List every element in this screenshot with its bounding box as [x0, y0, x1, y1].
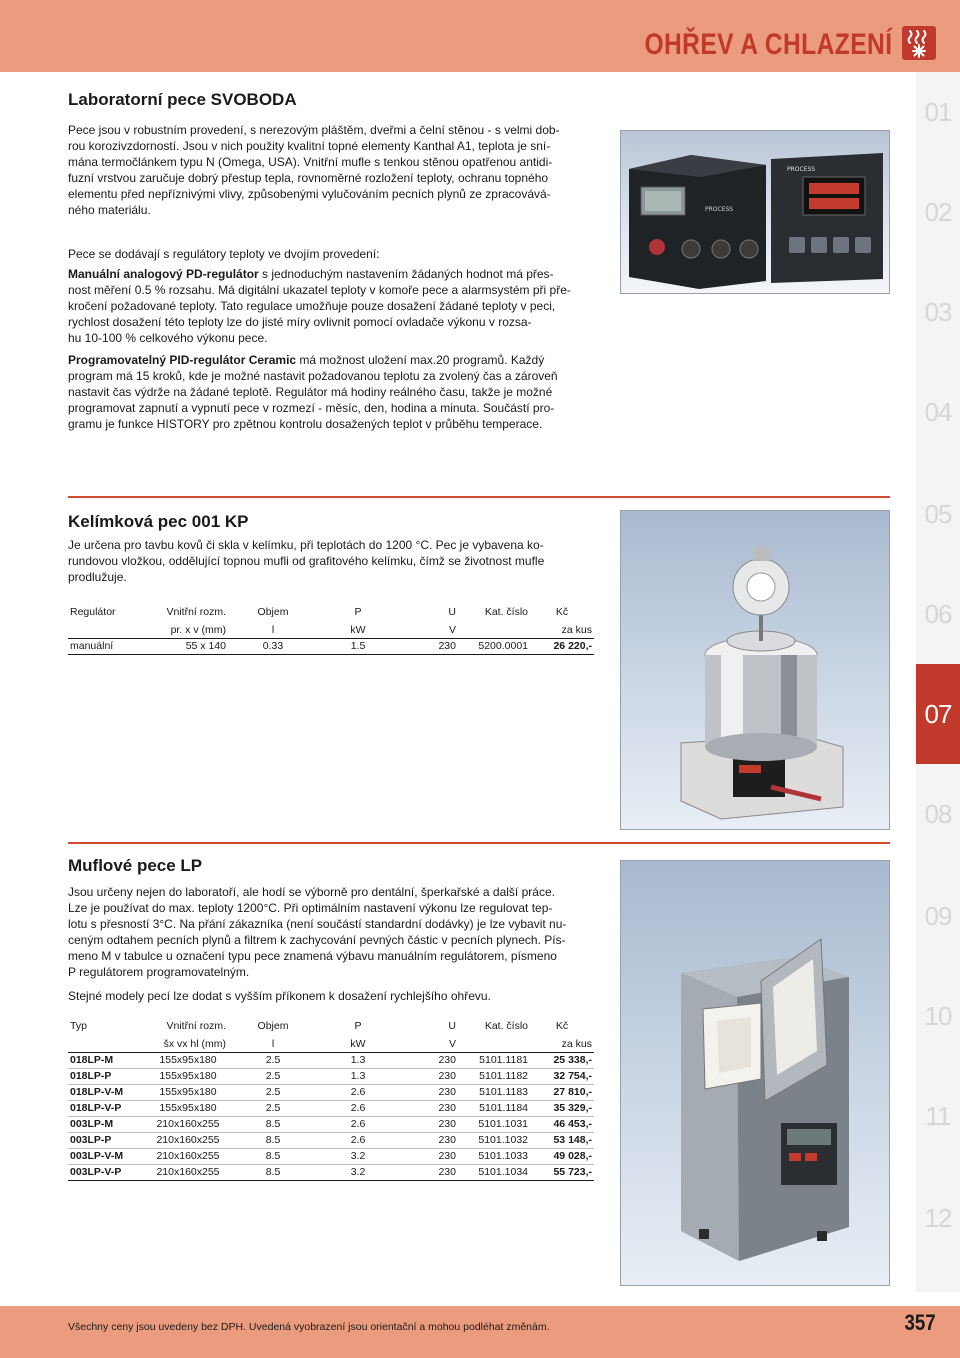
table-cell: 155x95x180 — [148, 1100, 228, 1116]
table-cell: 5101.1182 — [458, 1068, 530, 1084]
muffle-furnace-photo — [620, 860, 890, 1286]
table-header-row — [68, 622, 594, 638]
table-cell: 230 — [398, 1132, 458, 1148]
table-cell: 2.5 — [228, 1084, 318, 1100]
table-header: V — [398, 622, 458, 638]
kelimkova-description — [68, 537, 598, 585]
table-header: Kat. číslo — [484, 606, 528, 618]
table-row — [68, 1100, 594, 1116]
text-line: kročení požadované teploty. Tato regulace umožňuje pouze dosažení žádané teploty v peci, — [68, 299, 556, 313]
chapter-tab-03[interactable]: 03 — [924, 296, 952, 327]
table-cell: 26 220,- — [530, 638, 594, 654]
table-header: Kč — [555, 1020, 569, 1032]
table-cell: 018LP-V-M — [68, 1084, 148, 1100]
text-line: Jsou určeny nejen do laboratoří, ale hodí se výborně pro dentální, šperkařské a další práce. — [68, 885, 555, 899]
table-cell: 2.5 — [228, 1068, 318, 1084]
table-header: U — [448, 606, 456, 618]
table-cell: 1.5 — [318, 638, 398, 654]
text-line: mána termočlánkem typu N (Omega, USA). Vnitřní mufle s tenkou stěnou opatřenou antidi- — [68, 155, 553, 169]
table-header: Objem — [257, 1020, 289, 1032]
table-header — [68, 1036, 148, 1052]
table-cell: 155x95x180 — [148, 1068, 228, 1084]
table-cell: 5101.1034 — [458, 1164, 530, 1180]
text-line: s jednoduchým nastavením žádaných hodnot má přes- — [258, 267, 554, 281]
table-header-row — [68, 606, 594, 622]
chapter-tab-07-active[interactable]: 07 — [916, 664, 960, 764]
table-cell: 210x160x255 — [148, 1116, 228, 1132]
table-cell: 8.5 — [228, 1164, 318, 1180]
muflove-spec-table — [68, 1020, 594, 1181]
chapter-tab-02[interactable]: 02 — [924, 196, 952, 227]
text-line: fuzní vrstvou zaručuje dobrý přestup tepla, rovnoměrné rozložení teploty, ochranu topného — [68, 171, 549, 185]
table-cell: 018LP-V-P — [68, 1100, 148, 1116]
pid-regulator-name: Programovatelný PID-regulátor Ceramic — [68, 353, 297, 367]
text-line: rychlost dosažení této teploty lze do jisté míry ovlivnit pomocí ovladače výkonu v rozsa- — [68, 315, 532, 329]
table-cell: 210x160x255 — [148, 1132, 228, 1148]
chapter-tab-06[interactable]: 06 — [924, 598, 952, 629]
text-line: ného materiálu. — [68, 203, 151, 217]
table-cell: 32 754,- — [530, 1068, 594, 1084]
text-line: elementu před nepříznivými vlivy, způsobenými vylučováním pecních plynů ze zpracovává- — [68, 187, 551, 201]
table-cell: 2.5 — [228, 1052, 318, 1068]
table-cell: 1.3 — [318, 1068, 398, 1084]
table-cell: 53 148,- — [530, 1132, 594, 1148]
table-header: za kus — [530, 622, 594, 638]
chapter-tab-05[interactable]: 05 — [924, 498, 952, 529]
text-line: gramu je funkce HISTORY pro zpětnou kontrolu dosažených teplot v průběhu temperace. — [68, 417, 543, 431]
table-header — [458, 1036, 530, 1052]
chapter-tab-10[interactable]: 10 — [924, 1000, 952, 1031]
table-row — [68, 1132, 594, 1148]
table-header: kW — [318, 622, 398, 638]
table-cell: 210x160x255 — [148, 1148, 228, 1164]
regulators-photo — [620, 130, 890, 294]
section-divider — [68, 496, 890, 498]
section-divider — [68, 842, 890, 844]
table-cell: 5200.0001 — [458, 638, 530, 654]
chapter-tab-01[interactable]: 01 — [924, 96, 952, 127]
table-header: l — [228, 1036, 318, 1052]
chapter-tab-11[interactable]: 11 — [925, 1100, 951, 1131]
table-row — [68, 1052, 594, 1068]
table-header — [68, 622, 148, 638]
text-line: nost měření 0.5 % rozsahu. Má digitální ukazatel teploty v komoře pece a alarmsystém při pře- — [68, 283, 571, 297]
table-cell: 5101.1184 — [458, 1100, 530, 1116]
text-line: program má 15 kroků, kde je možné nastavit požadovanou teplotu za zvolený čas a zároveň — [68, 369, 558, 383]
table-header: V — [398, 1036, 458, 1052]
price-disclaimer: Všechny ceny jsou uvedeny bez DPH. Uvedená vyobrazení jsou orientační a mohou podléhat změnám. — [68, 1321, 550, 1333]
chapter-tab-12[interactable]: 12 — [924, 1202, 952, 1233]
table-cell: 3.2 — [318, 1164, 398, 1180]
table-cell: 46 453,- — [530, 1116, 594, 1132]
svoboda-description — [68, 122, 598, 218]
table-cell: 230 — [398, 1116, 458, 1132]
muflove-extra-note: Stejné modely pecí lze dodat s vyšším příkonem k dosažení rychlejšího ohřevu. — [68, 989, 491, 1003]
section-title-muflove: Muflové pece LP — [68, 856, 203, 875]
muflove-description — [68, 884, 608, 980]
table-cell: 003LP-P — [68, 1132, 148, 1148]
table-cell: 230 — [398, 1068, 458, 1084]
table-cell: 2.6 — [318, 1116, 398, 1132]
table-header: P — [354, 606, 362, 618]
table-header: šx vx hl (mm) — [148, 1036, 228, 1052]
table-row — [68, 1148, 594, 1164]
table-cell: 8.5 — [228, 1116, 318, 1132]
table-header: Objem — [257, 606, 289, 618]
table-cell: 230 — [398, 638, 458, 654]
table-cell: 0.33 — [228, 638, 318, 654]
table-header: pr. x v (mm) — [148, 622, 228, 638]
table-cell: 018LP-P — [68, 1068, 148, 1084]
table-row — [68, 1164, 594, 1180]
table-cell: manuální — [68, 638, 148, 654]
table-cell: 5101.1032 — [458, 1132, 530, 1148]
text-line: rundovou vložkou, oddělující topnou mufli od grafitového kelímku, čímž se životnost mufle — [68, 554, 545, 568]
table-cell: 2.6 — [318, 1132, 398, 1148]
table-cell: 8.5 — [228, 1148, 318, 1164]
table-header: Kat. číslo — [484, 1020, 528, 1032]
table-cell: 018LP-M — [68, 1052, 148, 1068]
table-cell: 003LP-M — [68, 1116, 148, 1132]
page-category-title: OHŘEV A CHLAZENÍ — [643, 28, 892, 61]
table-cell: 003LP-V-P — [68, 1164, 148, 1180]
text-line: prodlužuje. — [68, 570, 127, 584]
table-row — [68, 1068, 594, 1084]
table-cell: 55 723,- — [530, 1164, 594, 1180]
table-cell: 55 x 140 — [148, 638, 228, 654]
table-cell: 5101.1031 — [458, 1116, 530, 1132]
text-line: meno M v tabulce u označení typu pece znamená výbavu manuálním regulátorem, písmeno — [68, 949, 557, 963]
table-cell: 5101.1183 — [458, 1084, 530, 1100]
table-cell: 2.5 — [228, 1100, 318, 1116]
table-cell: 2.6 — [318, 1100, 398, 1116]
table-header: Kč — [555, 606, 569, 618]
table-cell: 2.6 — [318, 1084, 398, 1100]
chapter-tab-08[interactable]: 08 — [924, 798, 952, 829]
text-line: má možnost uložení max.20 programů. Každý — [296, 353, 545, 367]
table-cell: 5101.1181 — [458, 1052, 530, 1068]
table-header: l — [228, 622, 318, 638]
table-cell: 8.5 — [228, 1132, 318, 1148]
table-row — [68, 1116, 594, 1132]
text-line: programovat zapnutí a vypnutí pece v rozmezí - měsíc, den, hodina a minuta. Součástí pro- — [68, 401, 555, 415]
chapter-tab-09[interactable]: 09 — [924, 900, 952, 931]
text-line: Je určena pro tavbu kovů či skla v kelímku, při teplotách do 1200 °C. Pec je vybavena ko- — [68, 538, 544, 552]
crucible-furnace-photo — [620, 510, 890, 830]
section-title-kelimkova: Kelímková pec 001 KP — [68, 512, 249, 531]
table-cell: 49 028,- — [530, 1148, 594, 1164]
table-header: Regulátor — [70, 606, 116, 618]
table-header — [458, 622, 530, 638]
table-cell: 5101.1033 — [458, 1148, 530, 1164]
right-regulator-label: PROCESS — [787, 166, 816, 173]
pid-regulator-text — [68, 352, 598, 432]
table-cell: 35 329,- — [530, 1100, 594, 1116]
heat-cool-icon — [902, 26, 936, 60]
section-title-svoboda: Laboratorní pece SVOBODA — [68, 90, 297, 109]
table-cell: 230 — [398, 1052, 458, 1068]
text-line: rou korozivzdorností. Jsou v nich použity kvalitní topné elementy Kanthal A1, teplota je sní- — [68, 139, 551, 153]
table-cell: 003LP-V-M — [68, 1148, 148, 1164]
table-header: Vnitřní rozm. — [166, 606, 226, 618]
text-line: ceným odtahem pecních plynů a filtrem k zachycování pevných částic v pecních plynech. Pís- — [68, 933, 566, 947]
text-line: P regulátorem programovatelným. — [68, 965, 250, 979]
table-cell: 1.3 — [318, 1052, 398, 1068]
manual-regulator-text — [68, 266, 598, 346]
text-line: nastavit čas výdrže na žádané teplotě. Regulátor má hodiny reálného času, takže je možné — [68, 385, 553, 399]
text-line: Pece jsou v robustním provedení, s nerezovým pláštěm, dveřmi a čelní stěnou - s velmi dob- — [68, 123, 560, 137]
table-cell: 230 — [398, 1100, 458, 1116]
page-number: 357 — [904, 1310, 936, 1335]
table-cell: 25 338,- — [530, 1052, 594, 1068]
table-cell: 155x95x180 — [148, 1052, 228, 1068]
table-cell: 230 — [398, 1164, 458, 1180]
table-cell: 230 — [398, 1148, 458, 1164]
chapter-tab-04[interactable]: 04 — [924, 396, 952, 427]
table-cell: 3.2 — [318, 1148, 398, 1164]
text-line: Lze je používat do max. teploty 1200°C. Při optimálním nastavení výkonu lze regulovat tep- — [68, 901, 553, 915]
table-cell: 210x160x255 — [148, 1164, 228, 1180]
table-header-row — [68, 1036, 594, 1052]
table-header: P — [354, 1020, 362, 1032]
table-row — [68, 638, 594, 654]
kelimkova-spec-table — [68, 606, 594, 655]
manual-regulator-name: Manuální analogový PD-regulátor — [68, 267, 259, 281]
table-header: U — [448, 1020, 456, 1032]
table-cell: 155x95x180 — [148, 1084, 228, 1100]
table-header: kW — [318, 1036, 398, 1052]
table-header: Vnitřní rozm. — [166, 1020, 226, 1032]
left-regulator-label: PROCESS — [705, 206, 734, 213]
text-line: lotu s přesností 3°C. Na přání zákazníka (není součástí standardní dodávky) je lze vybavit nu- — [68, 917, 567, 931]
table-header: za kus — [530, 1036, 594, 1052]
table-header-row — [68, 1020, 594, 1036]
regulator-intro: Pece se dodávají s regulátory teploty ve dvojím provedení: — [68, 247, 380, 261]
text-line: hu 10-100 % celkového výkonu pece. — [68, 331, 268, 345]
table-cell: 27 810,- — [530, 1084, 594, 1100]
table-row — [68, 1084, 594, 1100]
table-cell: 230 — [398, 1084, 458, 1100]
table-header: Typ — [70, 1020, 87, 1032]
